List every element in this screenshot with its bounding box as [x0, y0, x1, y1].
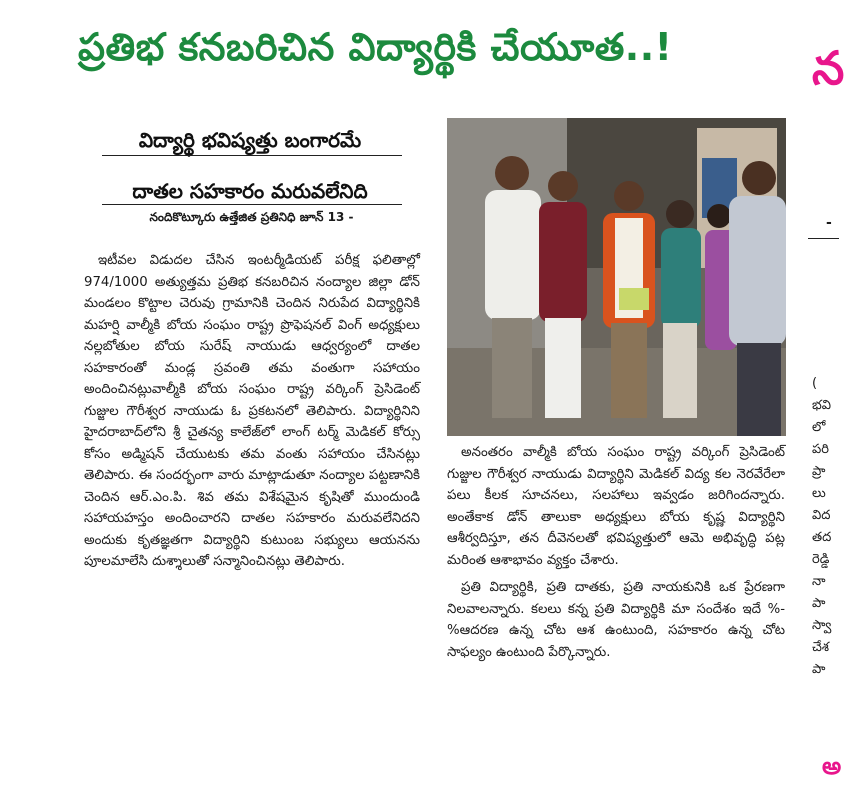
- adjacent-column-line: రెడ్డి: [812, 552, 830, 567]
- article-paragraph: ప్రతి విద్యార్థికి, ప్రతి దాతకు, ప్రతి నాయకునికి ఒక ప్రేరణగా నిలవాలన్నారు. కలలు కన్న ప్రతి విద్యార్థికి మా సందేశం ఇదే %-%ఆదరణ ఉన్న చోట ఆశ ఉంటుంది, సహకారం ఉన్న చోట సాఫల్యం ఉంటుంది పేర్కొన్నారు.: [447, 580, 785, 660]
- article-column-left: [84, 250, 420, 770]
- adjacent-column-line: స్వా: [812, 618, 832, 633]
- adjacent-column-line: భవి: [812, 398, 831, 413]
- adjacent-column-line: లో: [812, 420, 826, 435]
- adjacent-column-line: విద: [812, 508, 831, 523]
- group-photo-illustration: [447, 118, 786, 436]
- subheadline-2: దాతల సహకారం మరువలేనిది: [132, 179, 368, 203]
- adjacent-column-line: లు: [812, 486, 826, 501]
- adjacent-column-line: చేశ: [812, 640, 830, 655]
- adjacent-divider: [808, 238, 839, 239]
- adjacent-article-dash: -: [826, 215, 832, 231]
- adjacent-column-line: పరి: [812, 442, 829, 457]
- subheadline-1: విద్యార్థి భవిష్యత్తు బంగారమే: [138, 128, 362, 152]
- adjacent-pink-glyph: అ: [822, 752, 842, 780]
- adjacent-column-line: పా: [812, 596, 826, 611]
- article-paragraph: ఇటీవల విడుదల చేసిన ఇంటర్మీడియట్ పరీక్ష ఫలితాల్లో 974/1000 అత్యుత్తమ ప్రతిభ కనబరిచిన నంద్యాల జిల్లా డోన్ మండలం కొట్టాల చెరువు గ్రామానికి చెందిన నిరుపేద విద్యార్థినికి మహర్షి వాల్మీకి బోయ సంఘం రాష్ట్ర ప్రొఫెషనల్ వింగ్ అధ్యక్షులు నల్లబోతుల బోయ సురేష్ నాయుడు ఆధ్వర్యంలో దాతల సహకారంతో మండ్ల స్రవంతి తమ వంతుగా సహాయం అందించినట్లువాల్మీకి బోయ సంఘం రాష్ట్ర వర్కింగ్ ప్రెసిడెంట్ గుజ్జుల గౌరీశ్వర నాయుడు ఓ ప్రకటనలో తెలిపారు. విద్యార్థినిని హైదరాబాద్‌లోని శ్రీ చైతన్య కాలేజ్‌లో లాంగ్ టర్మ్ మెడికల్ కోర్సు కోసం అడ్మిషన్ చేయుటకు తమ వంతు సహాయం చేసినట్లు తెలిపారు. ఈ సందర్భంగా వారు మాట్లాడుతూ నంద్యాల పట్టణానికి చెందిన ఆర్.ఎం.పి. శివ తమ విశేషమైన కృషితో ముందుండి సహాయహస్తం అందించారని దాతల సహకారం మరువలేనిదని అందుకు కృతజ్ఞతగా విద్యార్థిని కుటుంబ సభ్యులు ఆయనను పూలమాలేసి దుశ్శాలుతో సన్మానించినట్లు తెలిపారు.: [84, 253, 420, 569]
- subheadline-divider: [102, 155, 402, 156]
- adjacent-column-line: పా: [812, 662, 826, 677]
- news-photo: [447, 118, 786, 436]
- article-column-middle: [447, 442, 785, 772]
- dateline: నందికొట్కూరు ఉత్తేజిత ప్రతినిధి జూన్ 13 -: [149, 210, 354, 224]
- adjacent-column-line: (: [812, 376, 818, 391]
- adjacent-column-line: నా: [812, 574, 826, 589]
- article-paragraph: అనంతరం వాల్మీకి బోయ సంఘం రాష్ట్ర వర్కింగ్ ప్రెసిడెంట్ గుజ్జుల గౌరీశ్వర నాయుడు విద్యార్థిని మెడికల్ విద్య కల నెరవేరేలా పలు కీలక సూచనలు, సలహాలు ఇవ్వడం జరిగిందన్నారు. అంతేకాక డోన్ తాలుకా అధ్యక్షులు బోయ కృష్ణ విద్యార్థిని ఆశీర్వదిస్తూ, తన దీవెనలతో భవిష్యత్తులో ఆమె అభివృద్ధి పట్ల మరింత ఆశాభావం వ్యక్తం చేశారు.: [447, 445, 785, 568]
- dateline-divider: [102, 204, 402, 205]
- adjacent-headline-fragment: న: [812, 41, 844, 95]
- adjacent-column-line: తద: [812, 530, 832, 545]
- adjacent-column-line: ప్రా: [812, 464, 826, 479]
- headline: ప్రతిభ కనబరిచిన విద్యార్థికి చేయూత..!: [78, 25, 673, 69]
